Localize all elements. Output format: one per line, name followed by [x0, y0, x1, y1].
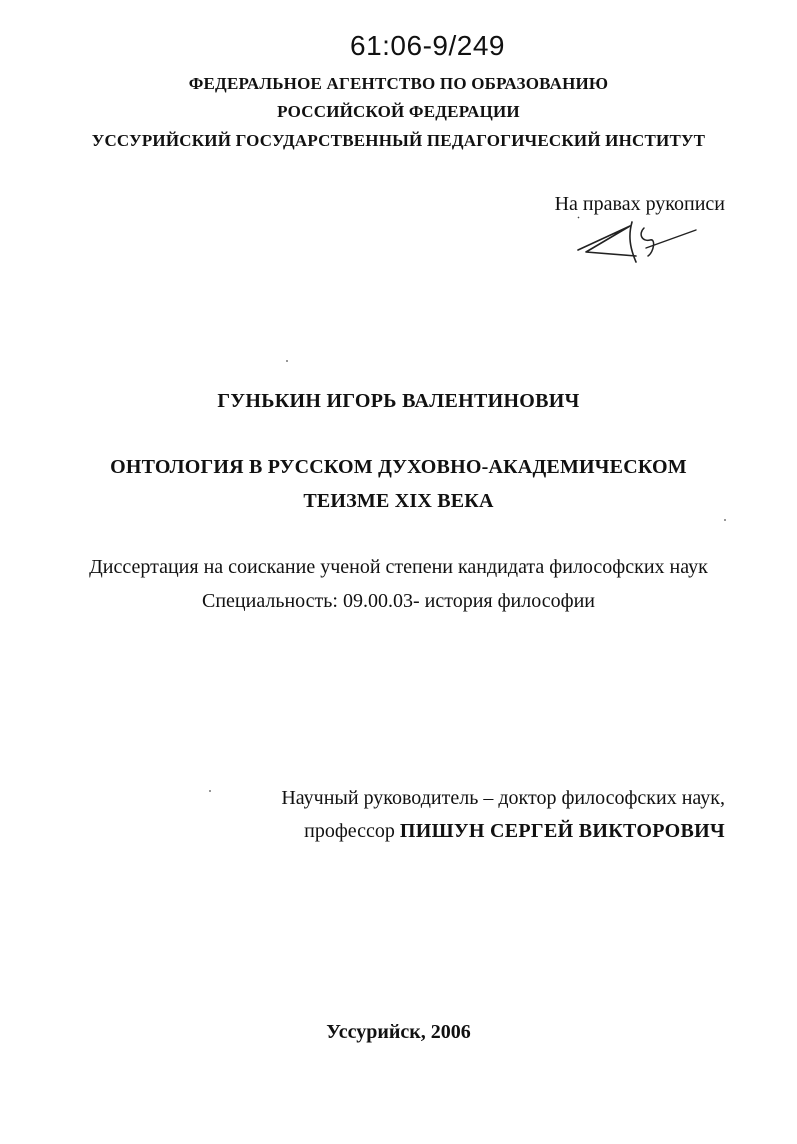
scan-speck	[209, 790, 211, 792]
dissertation-title-line-2: ТЕИЗМЕ XIX ВЕКА	[303, 490, 494, 512]
city-year: Уссурийск, 2006	[326, 1021, 471, 1043]
author-name: ГУНЬКИН ИГОРЬ ВАЛЕНТИНОВИЧ	[217, 390, 580, 412]
organization-line-3: УССУРИЙСКИЙ ГОСУДАРСТВЕННЫЙ ПЕДАГОГИЧЕСКИЙ ИНСТИТУТ	[91, 131, 706, 150]
supervisor-line-1: Научный руководитель – доктор философских наук,	[281, 787, 725, 809]
scan-speck	[724, 519, 726, 521]
specialty-statement: Специальность: 09.00.03- история философии	[202, 590, 595, 612]
scan-speck	[286, 360, 288, 362]
organization-line-1: ФЕДЕРАЛЬНОЕ АГЕНТСТВО ПО ОБРАЗОВАНИЮ	[188, 74, 609, 93]
supervisor-name: ПИШУН СЕРГЕЙ ВИКТОРОВИЧ	[399, 820, 725, 842]
supervisor-title: профессор	[304, 820, 400, 842]
rights-note: На правах рукописи	[554, 193, 725, 215]
supervisor-line-2	[304, 820, 725, 843]
archive-stamp-number: 61:06-9/249	[350, 30, 505, 61]
organization-line-2: РОССИЙСКОЙ ФЕДЕРАЦИИ	[277, 102, 520, 121]
dissertation-title-line-1: ОНТОЛОГИЯ В РУССКОМ ДУХОВНО-АКАДЕМИЧЕСКОМ	[110, 456, 687, 478]
handwritten-signature-icon	[572, 212, 702, 268]
degree-statement: Диссертация на соискание ученой степени кандидата философских наук	[89, 556, 708, 578]
